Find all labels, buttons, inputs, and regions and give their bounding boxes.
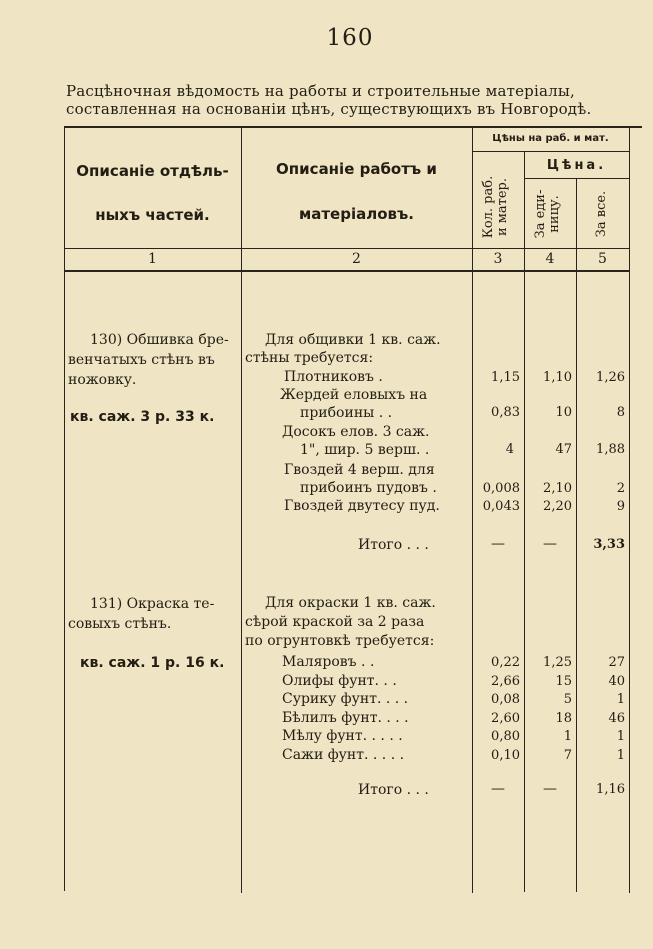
- itogo-130-unit: —: [543, 536, 557, 552]
- item-130-4-unit: 2,10: [543, 481, 572, 496]
- item-131-4-label: Бѣлилъ фунт. . . .: [282, 710, 409, 726]
- header-total: За все.: [594, 190, 609, 238]
- header-qty-line2: и матер.: [495, 178, 510, 236]
- item-131-3-unit: 5: [563, 692, 572, 707]
- item-131-1-total: 27: [608, 655, 625, 670]
- work-130-title-1: Для общивки 1 кв. саж.: [265, 332, 441, 348]
- item-131-3-total: 1: [616, 692, 625, 707]
- number-row-rule: [64, 270, 629, 272]
- item-131-2-label: Олифы фунт. . .: [282, 673, 397, 689]
- item-131-2-total: 40: [608, 674, 625, 689]
- item-131-6-qty: 0,10: [491, 748, 520, 763]
- item-130-4-label-1: Гвоздей 4 верш. для: [284, 462, 435, 478]
- item-130-3-label-1: Досокъ елов. 3 саж.: [282, 424, 430, 440]
- header-unit-line1: За еди-: [533, 189, 548, 239]
- item-130-1-qty: 1,15: [491, 370, 520, 385]
- item-130-4-label-2: прибоинъ пудовъ .: [300, 480, 437, 496]
- item-130-2-label-1: Жердей еловыхъ на: [280, 387, 428, 403]
- work-131-title-1: Для окраски 1 кв. саж.: [265, 595, 436, 611]
- prices-header-rule: [472, 151, 629, 152]
- col-number-2: 2: [352, 251, 361, 267]
- item-131-3-qty: 0,08: [491, 692, 520, 707]
- column-rule-1: [241, 128, 242, 893]
- table-left-rule: [64, 126, 65, 891]
- col-number-1: 1: [148, 251, 157, 267]
- work-131-title-2: сѣрой краской за 2 раза: [245, 614, 425, 630]
- item-130-1-unit: 1,10: [543, 370, 572, 385]
- col-number-5: 5: [598, 251, 607, 267]
- item-131-5-unit: 1: [563, 729, 572, 744]
- item-131-5-total: 1: [616, 729, 625, 744]
- header-price-title: Цѣна.: [546, 158, 607, 173]
- item-131-6-label: Сажи фунт. . . . .: [282, 747, 405, 763]
- item-130-1-label: Плотниковъ .: [284, 369, 383, 385]
- item-130-2-label-2: прибоины . .: [300, 405, 393, 421]
- item-130-2-total: 8: [616, 405, 625, 420]
- header-qty: [482, 158, 514, 256]
- header-unit-line2: ницу.: [547, 195, 562, 233]
- part-131-line1: 131) Окраска те-: [90, 596, 215, 612]
- item-131-2-unit: 15: [555, 674, 572, 689]
- item-130-4-total: 2: [616, 481, 625, 496]
- item-130-1-total: 1,26: [596, 370, 625, 385]
- table-top-rule: [64, 126, 642, 128]
- header-qty-line1: Кол. раб.: [481, 175, 496, 239]
- item-130-5-label: Гвоздей двутесу пуд.: [284, 498, 440, 514]
- item-130-5-total: 9: [616, 499, 625, 514]
- item-131-6-unit: 7: [563, 748, 572, 763]
- item-131-5-label: Мѣлу фунт. . . . .: [282, 728, 403, 744]
- item-130-3-total: 1,88: [596, 442, 625, 457]
- header-prices-title: Цѣны на раб. и мат.: [492, 133, 609, 144]
- item-130-2-qty: 0,83: [491, 405, 520, 420]
- caption-line-2: составленная на основаніи цѣнъ, существующихъ въ Новгородѣ.: [66, 100, 592, 118]
- item-130-5-unit: 2,20: [543, 499, 572, 514]
- item-131-4-total: 46: [608, 711, 625, 726]
- item-131-4-unit: 18: [555, 711, 572, 726]
- part-130-price: кв. саж. 3 р. 33 к.: [70, 409, 215, 425]
- caption-line-1: Расцѣночная вѣдомость на работы и строительные матеріалы,: [66, 82, 575, 100]
- header-col1-line2: ныхъ частей.: [95, 206, 210, 224]
- item-131-4-qty: 2,60: [491, 711, 520, 726]
- part-131-price: кв. саж. 1 р. 16 к.: [80, 655, 225, 671]
- item-130-5-qty: 0,043: [482, 499, 520, 514]
- item-131-6-total: 1: [616, 748, 625, 763]
- item-130-3-qty: 4: [505, 442, 514, 457]
- item-131-5-qty: 0,80: [491, 729, 520, 744]
- itogo-130-total: 3,33: [593, 537, 625, 552]
- itogo-131-unit: —: [543, 781, 557, 797]
- itogo-131-total: 1,16: [596, 782, 625, 797]
- item-131-2-qty: 2,66: [491, 674, 520, 689]
- col-number-4: 4: [545, 251, 555, 267]
- work-131-title-3: по огрунтовкѣ требуется:: [245, 633, 435, 649]
- item-131-1-unit: 1,25: [543, 655, 572, 670]
- page-number: 160: [326, 25, 374, 51]
- item-130-3-label-2: 1", шир. 5 верш. .: [300, 442, 430, 458]
- itogo-131-label: Итого . . .: [358, 782, 429, 798]
- itogo-131-qty: —: [491, 781, 505, 797]
- header-col1-line1: Описаніе отдѣль-: [76, 162, 229, 180]
- item-131-1-label: Маляровъ . .: [282, 654, 375, 670]
- header-unit: [534, 174, 566, 254]
- part-130-line3: ножовку.: [68, 372, 137, 388]
- part-130-line1: 130) Обшивка бре-: [90, 332, 229, 348]
- itogo-130-label: Итого . . .: [358, 537, 429, 553]
- header-col2-line1: Описаніе работъ и: [276, 160, 437, 178]
- work-130-title-2: стѣны требуется:: [245, 350, 374, 366]
- header-col2-line2: матеріаловъ.: [298, 205, 414, 223]
- itogo-130-qty: —: [491, 536, 505, 552]
- part-131-line2: совыхъ стѣнъ.: [68, 616, 172, 632]
- item-130-4-qty: 0,008: [482, 481, 520, 496]
- item-131-1-qty: 0,22: [491, 655, 520, 670]
- item-131-3-label: Сурику фунт. . . .: [282, 691, 409, 707]
- table-right-rule: [629, 128, 630, 893]
- part-130-line2: венчатыхъ стѣнъ въ: [68, 352, 215, 368]
- item-130-2-unit: 10: [555, 405, 572, 420]
- item-130-3-unit: 47: [555, 442, 572, 457]
- col-number-3: 3: [493, 251, 503, 267]
